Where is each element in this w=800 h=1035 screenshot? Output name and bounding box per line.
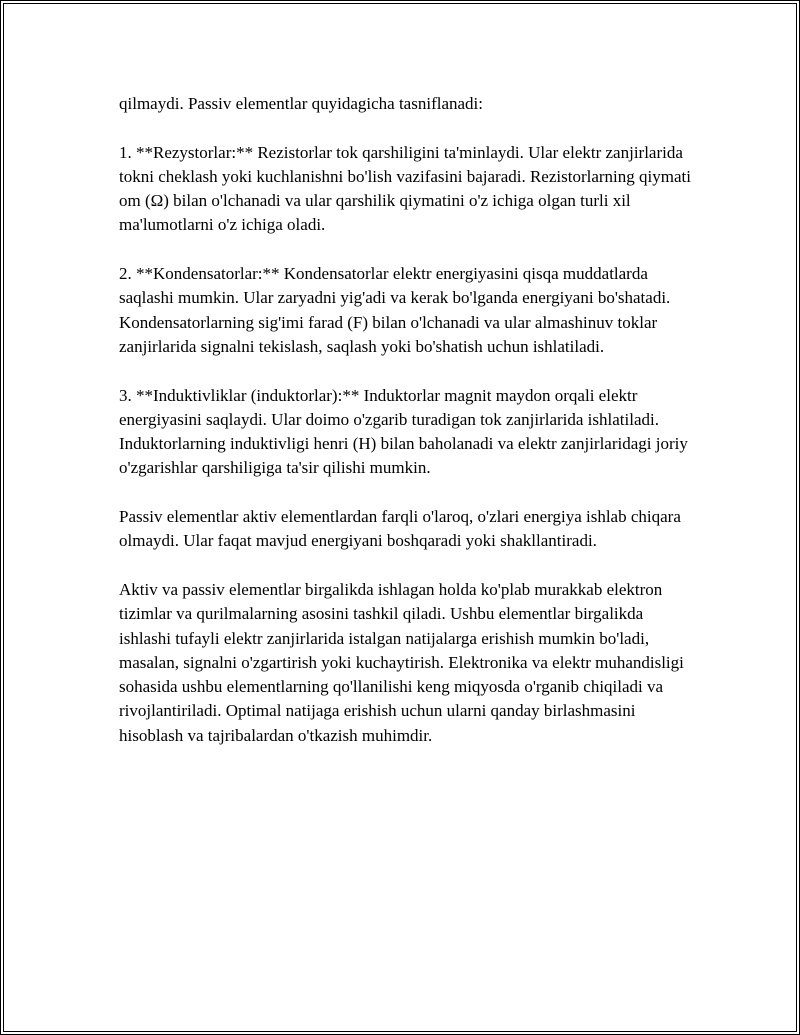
paragraph-kondensatorlar: 2. **Kondensatorlar:** Kondensatorlar elektr energiyasini qisqa muddatlarda saqlashi mumkin. Ular zaryadni yig'adi va kerak bo'lganda energiyani bo'shatadi. Kondensatorlarning sig'imi farad (F) bilan o'lchanadi va ular almashinuv toklar zanjirlarida signalni tekislash, saqlash yoki bo'shatish uchun ishlatiladi. — [119, 264, 671, 356]
paragraph-passiv-summary: Passiv elementlar aktiv elementlardan farqli o'laroq, o'zlari energiya ishlab chiqara olmaydi. Ular faqat mavjud energiyani boshqaradi yoki shakllantiradi. — [119, 507, 681, 551]
document-body — [119, 92, 699, 772]
paragraph-intro: qilmaydi. Passiv elementlar quyidagicha tasniflanadi: — [119, 94, 483, 113]
paragraph-rezystorlar: 1. **Rezystorlar:** Rezistorlar tok qarshiligini ta'minlaydi. Ular elektr zanjirlarida tokni cheklash yoki kuchlanishni bo'lish vazifasini bajaradi. Rezistorlarning qiymati om (Ω) bilan o'lchanadi va ular qarshilik qiymatini o'z ichiga olgan turli xil ma'lumotlarni o'z ichiga oladi. — [119, 142, 691, 235]
paragraph-induktivliklar: 3. **Induktivliklar (induktorlar):** Induktorlar magnit maydon orqali elektr energiyasini saqlaydi. Ular doimo o'zgarib turadigan tok zanjirlarida ishlatiladi. Induktorlarning induktivligi henri (H) bilan baholanadi va elektr zanjirlaridagi joriy o'zgarishlar qarshiligiga ta'sir qilishi mumkin. — [119, 385, 688, 478]
paragraph-conclusion: Aktiv va passiv elementlar birgalikda ishlagan holda ko'plab murakkab elektron tizimlar va qurilmalarning asosini tashkil qiladi. Ushbu elementlar birgalikda ishlashi tufayli elektr zanjirlarida istalgan natijalarga erishish mumkin bo'ladi, masalan, signalni o'zgartirish yoki kuchaytirish. Elektronika va elektr muhandisligi sohasida ushbu elementlarning qo'llanilishi keng miqyosda o'rganib chiqiladi va rivojlantiriladi. Optimal natijaga erishish uchun ularni qanday birlashmasini hisoblash va tajribalardan o'tkazish muhimdir. — [119, 579, 684, 745]
